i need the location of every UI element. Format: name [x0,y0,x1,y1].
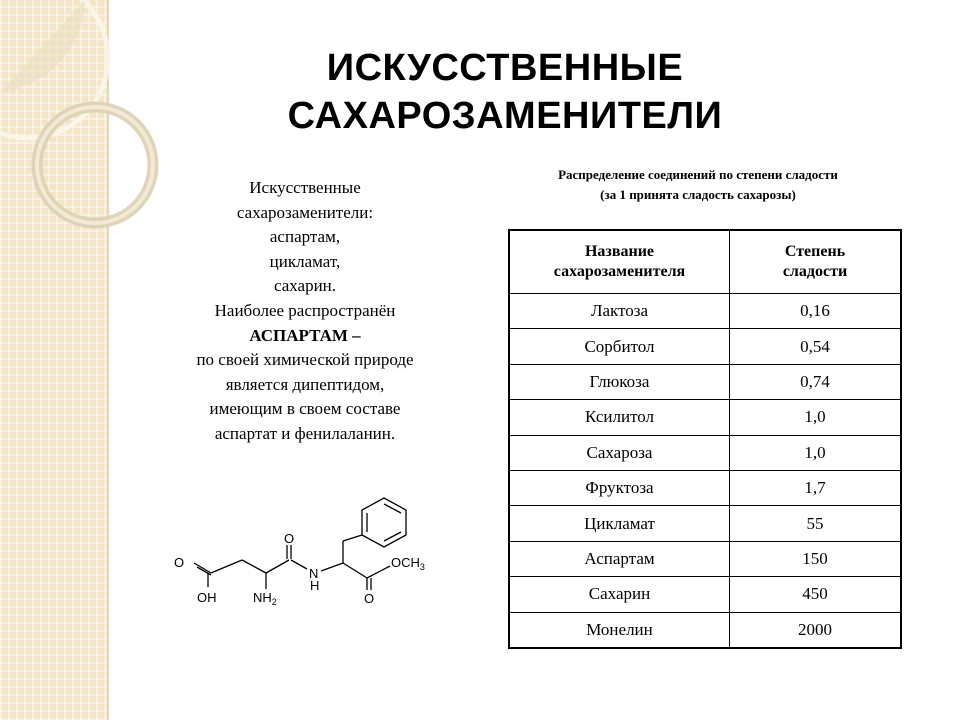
desc-line: имеющим в своем составе [209,399,401,419]
desc-highlight-aspartame: АСПАРТАМ – [249,325,361,345]
table-row [509,612,901,648]
table-row [509,329,901,364]
atom-h-amide: H [310,578,320,593]
table-caption-line-1: Распределение соединений по степени сладости [558,167,838,182]
cell-name: Монелин [509,612,730,648]
sweetness-table [508,229,902,649]
desc-line: по своей химической природе [196,350,414,370]
atom-o-ester [391,555,425,572]
cell-sweetness: 1,7 [730,470,902,505]
desc-line: Искусственные [249,178,361,197]
title-line-2: САХАРОЗАМЕНИТЕЛИ [287,95,723,137]
atom-nh2 [253,590,277,607]
table-caption [498,165,898,205]
table-row [509,470,901,505]
aspartame-structure-diagram [160,485,460,610]
cell-sweetness: 0,54 [730,329,902,364]
header-text: Название [584,243,655,260]
table-row [509,294,901,329]
cell-name: Фруктоза [509,470,730,505]
atom-nh2-subscript: 2 [271,597,277,607]
table-caption-line-2: (за 1 принята сладость сахарозы) [600,187,796,202]
cell-sweetness: 0,16 [730,294,902,329]
molecule-bonds [194,498,406,590]
atom-o-amide: O [284,531,295,546]
table-row [509,400,901,435]
desc-line: Наиболее распространён [214,300,396,320]
atom-o-carboxyl: O [174,555,185,570]
cell-name: Глюкоза [509,364,730,399]
desc-line: является дипептидом, [225,374,385,394]
cell-sweetness: 0,74 [730,364,902,399]
atom-ch3-subscript: 3 [419,562,425,572]
table-row [509,435,901,470]
atom-n-amide: N [309,566,319,581]
header-text: сладости [782,263,848,280]
desc-line: цикламат, [269,251,341,271]
desc-line: аспартам, [269,227,341,247]
cell-name: Сахароза [509,435,730,470]
atom-nh-text: NH [253,590,272,605]
title-line-1: ИСКУССТВЕННЫЕ [326,47,684,89]
cell-name: Ксилитол [509,400,730,435]
cell-sweetness: 150 [730,541,902,576]
cell-sweetness: 55 [730,506,902,541]
cell-sweetness: 450 [730,577,902,612]
cell-sweetness: 2000 [730,612,902,648]
cell-name: Сорбитол [509,329,730,364]
cell-name: Лактоза [509,294,730,329]
table-row [509,541,901,576]
table-row [509,577,901,612]
header-text: сахарозаменителя [553,263,686,280]
table-row [509,506,901,541]
cell-name: Аспартам [509,541,730,576]
cell-name: Сахарин [509,577,730,612]
description-text [160,176,450,447]
column-header-sweetness [730,230,902,294]
header-text: Степень [784,243,846,260]
desc-line: сахарозаменители: [236,202,374,222]
atom-oh: OH [197,590,217,605]
desc-line: аспартат и фенилаланин. [214,423,396,443]
atom-o-ester-text: O [391,555,402,570]
desc-line: сахарин. [273,276,337,296]
page-title [150,44,860,140]
table-row [509,364,901,399]
table-header-row [509,230,901,294]
atom-ch3-text: CH [401,555,420,570]
column-header-name [509,230,730,294]
cell-name: Цикламат [509,506,730,541]
cell-sweetness: 1,0 [730,400,902,435]
atom-o-carbonyl: O [364,591,375,606]
cell-sweetness: 1,0 [730,435,902,470]
